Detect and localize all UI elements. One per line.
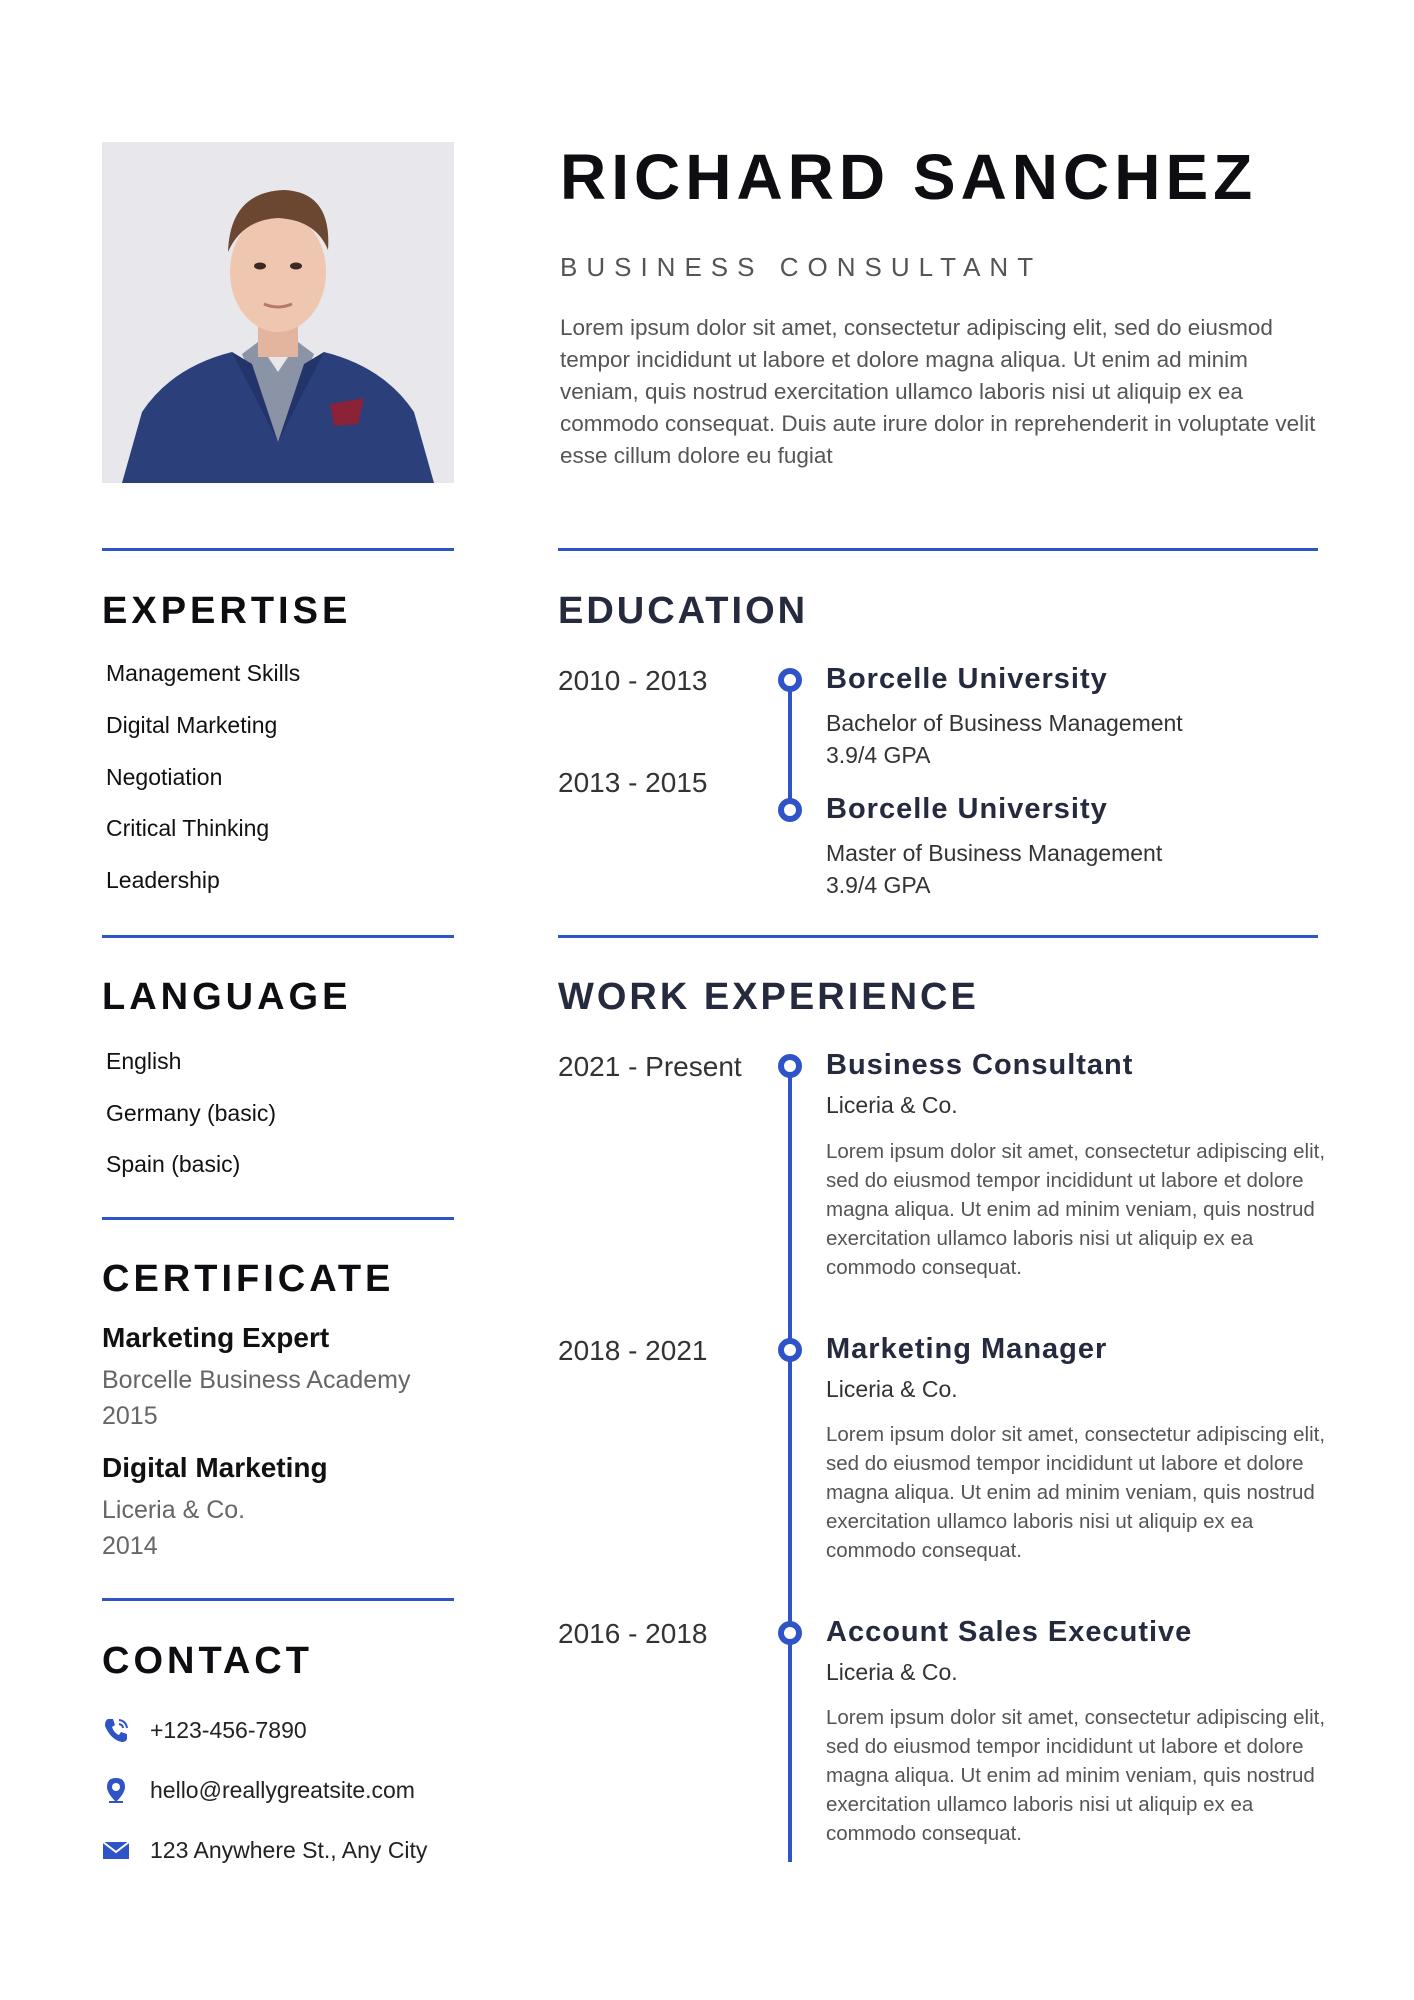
certificate-year: 2015	[102, 1402, 158, 1430]
profile-photo	[102, 142, 454, 483]
contact-email[interactable]: hello@reallygreatsite.com	[150, 1777, 415, 1803]
divider	[102, 548, 454, 551]
work-years: 2021 - Present	[558, 1051, 742, 1082]
certificate-issuer: Liceria & Co.	[102, 1496, 246, 1524]
education-heading: EDUCATION	[558, 590, 809, 632]
language-heading: LANGUAGE	[102, 976, 352, 1018]
education-gpa: 3.9/4 GPA	[826, 742, 931, 768]
phone-icon	[102, 1716, 130, 1744]
education-gpa: 3.9/4 GPA	[826, 872, 931, 898]
education-timeline	[788, 680, 792, 810]
contact-phone[interactable]: +123-456-7890	[150, 1717, 307, 1743]
work-company: Liceria & Co.	[826, 1376, 958, 1402]
work-years: 2016 - 2018	[558, 1618, 708, 1649]
timeline-dot	[778, 1338, 802, 1362]
language-item: Germany (basic)	[106, 1100, 276, 1126]
education-school: Borcelle University	[826, 793, 1108, 825]
timeline-dot	[778, 798, 802, 822]
education-years: 2010 - 2013	[558, 665, 708, 696]
expertise-heading: EXPERTISE	[102, 590, 352, 632]
divider	[558, 548, 1318, 551]
location-pin-icon	[102, 1776, 130, 1804]
full-name: RICHARD SANCHEZ	[560, 141, 1258, 213]
education-school: Borcelle University	[826, 663, 1108, 695]
timeline-dot	[778, 1621, 802, 1645]
expertise-item: Management Skills	[106, 660, 301, 686]
language-item: English	[106, 1048, 182, 1074]
work-experience-heading: WORK EXPERIENCE	[558, 976, 979, 1018]
timeline-dot	[778, 668, 802, 692]
divider	[558, 935, 1318, 938]
expertise-item: Negotiation	[106, 764, 223, 790]
work-description: Lorem ipsum dolor sit amet, consectetur adipiscing elit, sed do eiusmod tempor incididunt ut labore et dolore magna aliqua. Ut enim ad minim veniam, quis nostrud exercitation ullamco laboris nisi ut aliquip ex ea commodo consequat.	[826, 1706, 1326, 1845]
work-company: Liceria & Co.	[826, 1092, 958, 1118]
education-degree: Master of Business Management	[826, 840, 1163, 866]
work-role: Account Sales Executive	[826, 1616, 1193, 1648]
work-timeline	[788, 1066, 792, 1862]
job-title: BUSINESS CONSULTANT	[560, 252, 1043, 282]
divider	[102, 1217, 454, 1220]
language-item: Spain (basic)	[106, 1151, 241, 1177]
expertise-item: Digital Marketing	[106, 712, 278, 738]
expertise-item: Critical Thinking	[106, 815, 270, 841]
certificate-heading: CERTIFICATE	[102, 1258, 395, 1300]
divider	[102, 935, 454, 938]
education-years: 2013 - 2015	[558, 767, 708, 798]
person-portrait-illustration	[102, 142, 454, 483]
expertise-item: Leadership	[106, 867, 220, 893]
contact-heading: CONTACT	[102, 1640, 313, 1682]
certificate-name: Marketing Expert	[102, 1322, 330, 1353]
envelope-icon	[102, 1836, 130, 1864]
work-description: Lorem ipsum dolor sit amet, consectetur adipiscing elit, sed do eiusmod tempor incididunt ut labore et dolore magna aliqua. Ut enim ad minim veniam, quis nostrud exercitation ullamco laboris nisi ut aliquip ex ea commodo consequat.	[826, 1423, 1326, 1562]
certificate-name: Digital Marketing	[102, 1452, 328, 1483]
contact-address: 123 Anywhere St., Any City	[150, 1837, 428, 1863]
work-description: Lorem ipsum dolor sit amet, consectetur adipiscing elit, sed do eiusmod tempor incididunt ut labore et dolore magna aliqua. Ut enim ad minim veniam, quis nostrud exercitation ullamco laboris nisi ut aliquip ex ea commodo consequat.	[826, 1140, 1326, 1279]
divider	[102, 1598, 454, 1601]
work-years: 2018 - 2021	[558, 1335, 708, 1366]
work-role: Business Consultant	[826, 1049, 1134, 1081]
profile-summary: Lorem ipsum dolor sit amet, consectetur adipiscing elit, sed do eiusmod tempor incididunt ut labore et dolore magna aliqua. Ut enim ad minim veniam, quis nostrud exercitation ullamco laboris nisi ut aliquip ex ea commodo consequat. Duis aute irure dolor in reprehenderit in voluptate velit esse cillum dolore eu fugiat	[560, 315, 1316, 468]
certificate-issuer: Borcelle Business Academy	[102, 1366, 411, 1394]
timeline-dot	[778, 1054, 802, 1078]
work-role: Marketing Manager	[826, 1333, 1108, 1365]
education-degree: Bachelor of Business Management	[826, 710, 1183, 736]
certificate-year: 2014	[102, 1532, 158, 1560]
work-company: Liceria & Co.	[826, 1659, 958, 1685]
